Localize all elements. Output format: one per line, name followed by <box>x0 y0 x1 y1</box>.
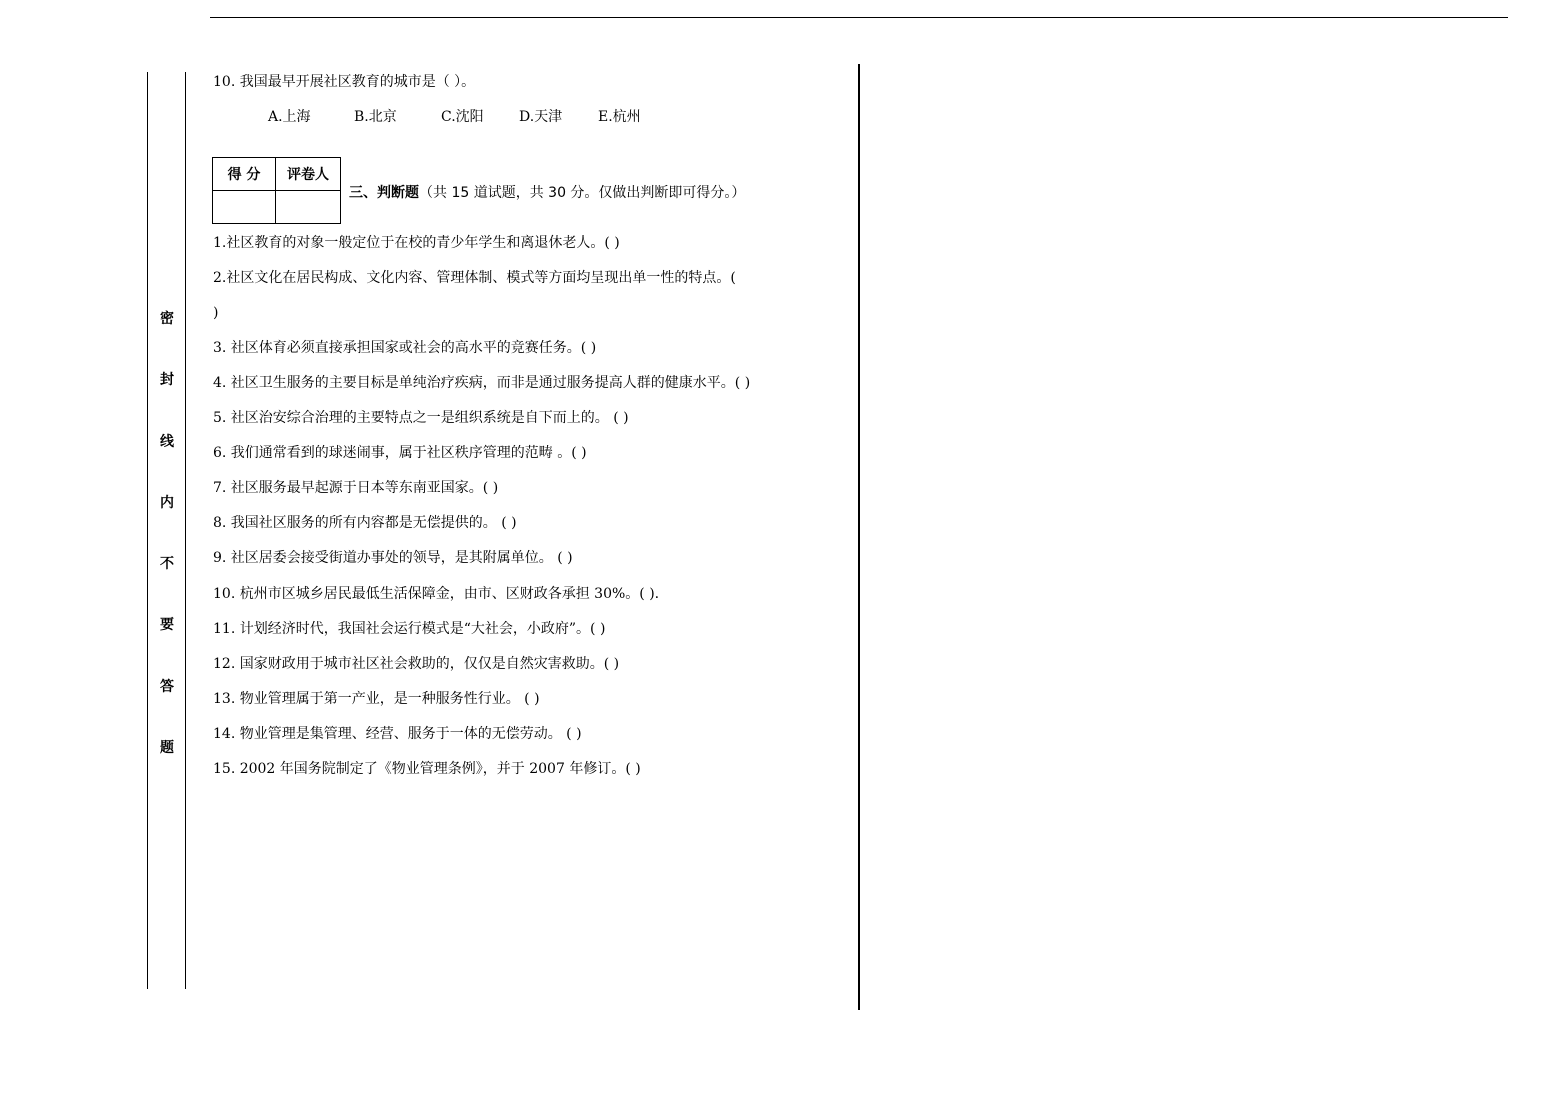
binding-line-outer <box>147 72 148 989</box>
section-heading <box>349 182 745 202</box>
seal-char: 题 <box>160 740 174 756</box>
seal-char: 封 <box>160 372 174 388</box>
question-item: 15. 2002 年国务院制定了《物业管理条例》，并于 2007 年修订。( ) <box>213 761 641 777</box>
question-item: 6. 我们通常看到的球迷闹事，属于社区秩序管理的范畴 。( ) <box>213 445 587 461</box>
seal-char: 密 <box>160 311 174 327</box>
option-c: C.沈阳 <box>441 109 484 125</box>
seal-char: 线 <box>160 434 174 450</box>
score-box <box>212 157 341 224</box>
seal-char: 不 <box>160 556 174 572</box>
binding-line-inner <box>185 72 186 989</box>
grader-cell <box>276 191 341 224</box>
option-e: E.杭州 <box>598 109 641 125</box>
section-title: 三、判断题 <box>349 185 419 201</box>
question-item: ) <box>213 305 219 321</box>
question-item: 10. 杭州市区城乡居民最低生活保障金，由市、区财政各承担 30%。( ). <box>213 586 660 602</box>
question-item: 5. 社区治安综合治理的主要特点之一是组织系统是自下而上的。 ( ) <box>213 410 629 426</box>
question-text: 10. 我国最早开展社区教育的城市是（ ）。 <box>213 74 476 90</box>
score-label: 得 分 <box>213 158 276 191</box>
question-item: 8. 我国社区服务的所有内容都是无偿提供的。 ( ) <box>213 515 517 531</box>
question-item: 2.社区文化在居民构成、文化内容、管理体制、模式等方面均呈现出单一性的特点。( <box>213 270 736 286</box>
question-item: 13. 物业管理属于第一产业，是一种服务性行业。 ( ) <box>213 691 540 707</box>
option-b: B.北京 <box>354 109 397 125</box>
question-item: 9. 社区居委会接受街道办事处的领导，是其附属单位。 ( ) <box>213 550 573 566</box>
option-a: A.上海 <box>268 109 311 125</box>
score-cell <box>213 191 276 224</box>
seal-char: 要 <box>160 617 174 633</box>
question-item: 11. 计划经济时代，我国社会运行模式是“大社会，小政府”。( ) <box>213 621 606 637</box>
option-d: D.天津 <box>519 109 563 125</box>
seal-char: 内 <box>160 495 174 511</box>
question-item: 12. 国家财政用于城市社区社会救助的，仅仅是自然灾害救助。( ) <box>213 656 620 672</box>
question-item: 7. 社区服务最早起源于日本等东南亚国家。( ) <box>213 480 499 496</box>
page-divider-line <box>858 64 860 1010</box>
section-note: （共 15 道试题，共 30 分。仅做出判断即可得分。） <box>419 185 746 201</box>
grader-label: 评卷人 <box>276 158 341 191</box>
question-item: 3. 社区体育必须直接承担国家或社会的高水平的竞赛任务。( ) <box>213 340 597 356</box>
question-item: 14. 物业管理是集管理、经营、服务于一体的无偿劳动。 ( ) <box>213 726 582 742</box>
question-item: 1.社区教育的对象一般定位于在校的青少年学生和离退休老人。( ) <box>213 235 620 251</box>
question-item: 4. 社区卫生服务的主要目标是单纯治疗疾病，而非是通过服务提高人群的健康水平。( ) <box>213 375 751 391</box>
seal-char: 答 <box>160 679 174 695</box>
header-rule <box>210 17 1508 18</box>
